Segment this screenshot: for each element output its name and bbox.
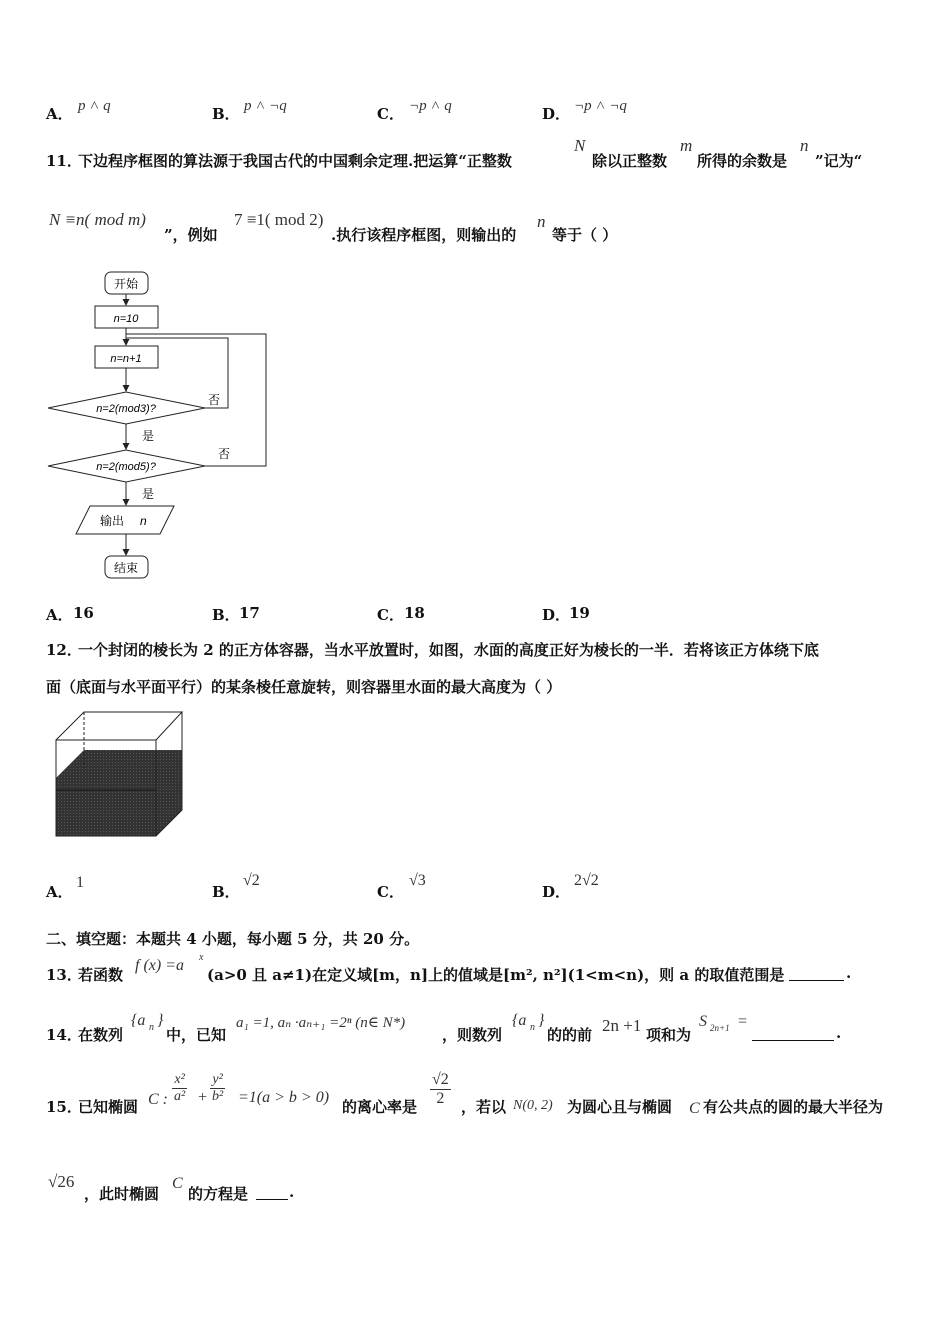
q14-condition: a₁ =1, aₙ ·aₙ₊₁ =2ⁿ (n∈ N*) (236, 1015, 406, 1031)
q11-option-c-letter: C． (377, 606, 404, 624)
flow-init-label: n=10 (113, 313, 139, 325)
flow-step-label: n=n+1 (110, 353, 142, 365)
q14-sum-eq: = (738, 1013, 748, 1030)
q11-var-n2: n (537, 212, 546, 231)
q14-answer-blank[interactable] (752, 1026, 834, 1041)
q11-line2-b: .执行该程序框图，则输出的 (331, 226, 517, 244)
q14-seq-close: } (157, 1012, 164, 1029)
q11-option-a-value: 16 (73, 604, 94, 622)
q15-text-f: ，此时椭圆 (84, 1185, 160, 1203)
q12-cube-figure (52, 708, 190, 840)
q14-end: . (836, 1024, 842, 1042)
q12-option-b-letter: B． (212, 883, 240, 901)
q12-option-a-value: 1 (76, 874, 84, 891)
q11-option-a-letter: A． (46, 606, 73, 624)
flow-no2-label: 否 (218, 447, 231, 461)
q10-option-a-expr: p ˄ q (78, 98, 111, 114)
q15-radius: √26 (48, 1172, 75, 1191)
q15-x2: x² (172, 1072, 187, 1089)
flow-output-box (76, 506, 174, 534)
q14-text-c: ，则数列 (442, 1026, 503, 1044)
q11-number: 11． (46, 152, 82, 170)
q12-option-a-letter: A． (46, 883, 73, 901)
q15-frac-y (210, 1072, 225, 1105)
q15-end: . (289, 1183, 295, 1201)
q15-text-e: 有公共点的圆的最大半径为 (703, 1098, 884, 1116)
q15-y2: y² (210, 1072, 225, 1089)
q11-var-m: m (680, 136, 693, 155)
q12-option-d-letter: D． (542, 883, 571, 901)
q12-number: 12． (46, 641, 82, 659)
q14-seq-sub: n (149, 1022, 154, 1033)
q10-option-b-letter: B． (212, 105, 240, 123)
flow-cond2-label: n=2(mod5)? (96, 461, 156, 473)
q15-text-d: 为圆心且与椭圆 (567, 1098, 673, 1116)
q11-option-c-value: 18 (404, 604, 425, 622)
q15-a2: a² (174, 1089, 186, 1104)
q10-option-a-letter: A． (46, 105, 73, 123)
q11-flowchart (40, 262, 280, 592)
q12-option-c-value: √3 (409, 872, 426, 889)
flow-no1-label: 否 (208, 393, 221, 407)
q15-var-c: C (689, 1100, 700, 1117)
q14-seq2-sub: n (530, 1022, 535, 1033)
q14-seq-open: {a (131, 1012, 146, 1029)
q15-number: 15． (46, 1098, 82, 1116)
q15-ellipse-cond: =1(a > b > 0) (238, 1089, 330, 1106)
flow-end-label: 结束 (113, 561, 139, 575)
q15-text-a: 已知椭圆 (78, 1098, 139, 1116)
q13-text-a: 若函数 (78, 966, 124, 984)
q14-text-e: 项和为 (646, 1026, 692, 1044)
q14-text-d: 的的前 (547, 1026, 593, 1044)
q14-sum-sub: 2n+1 (710, 1023, 730, 1033)
q15-eccentricity (430, 1071, 451, 1108)
flow-cond1-label: n=2(mod3)? (96, 403, 156, 415)
q15-text-g: 的方程是 (188, 1185, 249, 1203)
q15-ecc-num: √2 (432, 1071, 449, 1088)
q15-var-c2: C (172, 1175, 183, 1192)
q12-option-d-value: 2√2 (574, 872, 599, 889)
q11-congruence: N ≡n( mod m) (49, 210, 146, 229)
q11-option-b-value: 17 (239, 604, 260, 622)
flow-yes2-label: 是 (142, 487, 155, 501)
q11-var-n: n (800, 136, 809, 155)
q11-line1-d: ”记为“ (815, 152, 863, 170)
q11-var-N: N (574, 136, 586, 155)
q11-line1-a: 下边程序框图的算法源于我国古代的中国剩余定理.把运算“正整数 (78, 152, 512, 170)
q11-line2-c: 等于（ ） (552, 226, 618, 244)
q11-option-b-letter: B． (212, 606, 240, 624)
q14-sum: S (699, 1013, 707, 1030)
flow-start-label: 开始 (113, 277, 139, 291)
q15-plus: + (198, 1089, 208, 1106)
q13-func-exp: x (199, 952, 204, 963)
q13-text-b: (a>0 且 a≠1)在定义域[m，n]上的值域是[m², n²](1<m<n)，则 a 的取值范围是 (207, 966, 785, 984)
q10-option-c-expr: ¬p ˄ q (409, 98, 452, 114)
q11-example: 7 ≡1( mod 2) (234, 210, 324, 229)
q10-option-d-letter: D． (542, 105, 571, 123)
q14-seq2-open: {a (512, 1012, 527, 1029)
q14-number: 14． (46, 1026, 82, 1044)
q12-option-c-letter: C． (377, 883, 404, 901)
section2-heading: 二、填空题：本题共 4 小题，每小题 5 分，共 20 分。 (46, 930, 420, 948)
q10-option-b-expr: p ˄ ¬q (244, 98, 287, 114)
q12-option-b-value: √2 (243, 872, 260, 889)
cube-water (56, 750, 182, 836)
q14-text-a: 在数列 (78, 1026, 124, 1044)
q13-func: f (x) =a (135, 957, 184, 974)
q12-line2: 面（底面与水平面平行）的某条棱任意旋转，则容器里水面的最大高度为（ ） (46, 678, 562, 696)
flow-yes1-label: 是 (142, 429, 155, 443)
q10-option-c-letter: C． (377, 105, 404, 123)
q13-answer-blank[interactable] (789, 966, 844, 981)
q12-line1: 一个封闭的棱长为 2 的正方体容器，当水平放置时，如图，水面的高度正好为棱长的一半．若将该正方体绕下底 (78, 641, 819, 659)
q11-line1-c: 所得的余数是 (697, 152, 788, 170)
q14-terms: 2n +1 (602, 1016, 642, 1035)
q14-seq2-close: } (538, 1012, 545, 1029)
q11-line1-b: 除以正整数 (592, 152, 668, 170)
q10-option-d-expr: ¬p ˄ ¬q (574, 98, 627, 114)
q15-b2: b² (212, 1089, 224, 1104)
q11-option-d-value: 19 (569, 604, 590, 622)
flow-output-var: n (140, 514, 147, 528)
q15-ellipse-c: C : (148, 1091, 168, 1108)
q15-frac-x (172, 1072, 187, 1105)
flow-output-label: 输出 (100, 514, 125, 528)
q14-text-b: 中，已知 (166, 1026, 227, 1044)
q15-text-b: 的离心率是 (342, 1098, 418, 1116)
q13-end: . (846, 964, 852, 982)
q15-point: N(0, 2) (513, 1098, 553, 1113)
q15-ecc-den: 2 (436, 1090, 445, 1107)
q11-line2-a: ”，例如 (164, 226, 218, 244)
q11-option-d-letter: D． (542, 606, 571, 624)
q15-text-c: ，若以 (461, 1098, 507, 1116)
q13-number: 13． (46, 966, 82, 984)
q15-answer-blank[interactable] (256, 1185, 288, 1200)
